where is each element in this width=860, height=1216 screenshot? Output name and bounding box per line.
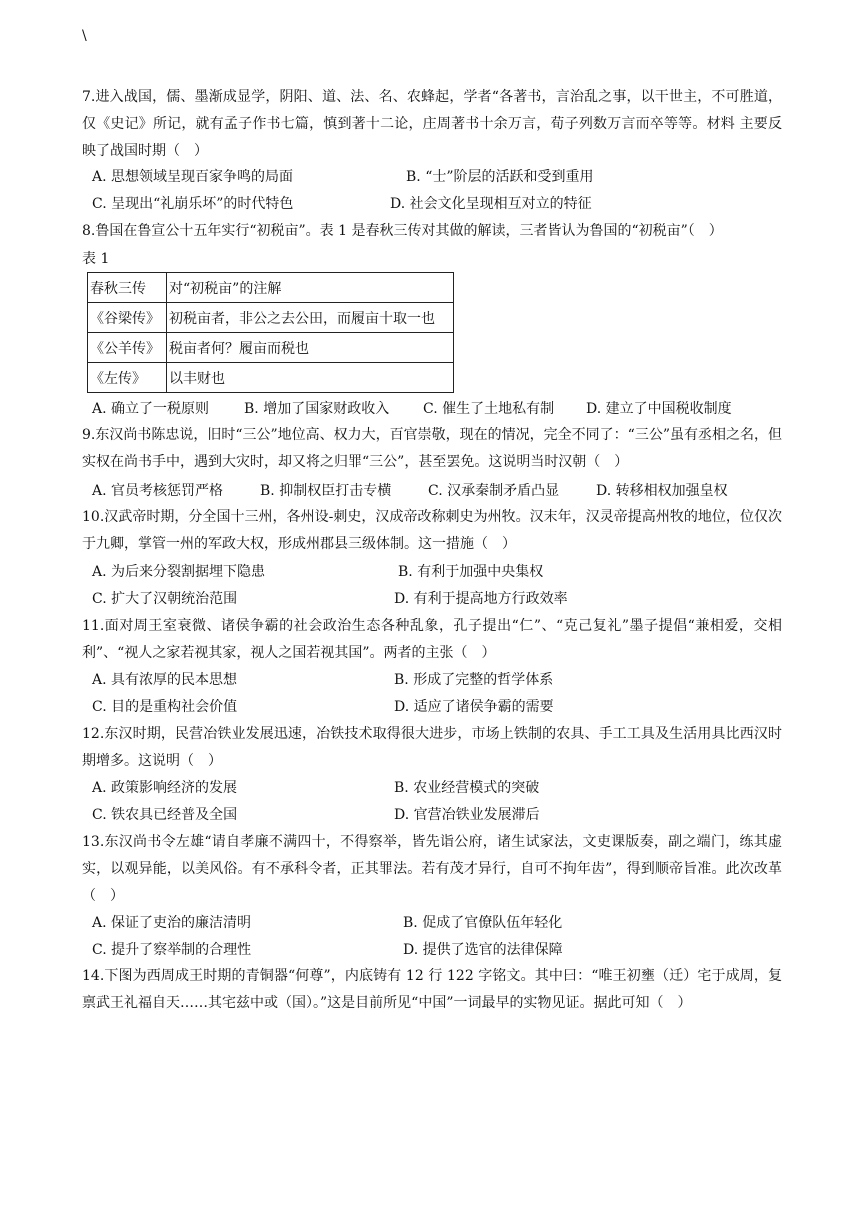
table-cell: 税亩者何？履亩而税也 <box>167 333 454 363</box>
table-cell: 春秋三传 <box>88 273 167 303</box>
q9-option-a[interactable]: A. 官员考核惩罚严格 <box>92 483 224 499</box>
table-cell: 对“初税亩”的注解 <box>167 273 454 303</box>
q7-option-b[interactable]: B. “士”阶层的活跃和受到重用 <box>406 169 594 185</box>
q9-option-d[interactable]: D. 转移相权加强皇权 <box>596 483 728 499</box>
question-9-stem: 9.东汉尚书陈忠说，旧时“三公”地位高、权力大，百官崇敬，现在的情况，完全不同了：“三公”虽有丞相之名，但实权在尚书手中，遇到大灾时，却又将之归罪“三公”，甚至罢免。这说明当时汉朝（ ） <box>82 427 782 470</box>
table-cell: 以丰财也 <box>167 363 454 393</box>
q10-option-b[interactable]: B. 有利于加强中央集权 <box>398 564 544 580</box>
corner-mark: \ <box>82 28 87 44</box>
table-cell: 初税亩者，非公之去公田，而履亩十取一也 <box>167 303 454 333</box>
q10-option-c[interactable]: C. 扩大了汉朝统治范围 <box>92 591 238 607</box>
q12-option-d[interactable]: D. 官营冶铁业发展滞后 <box>394 807 540 823</box>
q11-option-c[interactable]: C. 目的是重构社会价值 <box>92 699 238 715</box>
q12-option-c[interactable]: C. 铁农具已经普及全国 <box>92 807 238 823</box>
q10-option-d[interactable]: D. 有利于提高地方行政效率 <box>394 591 568 607</box>
q12-option-a[interactable]: A. 政策影响经济的发展 <box>92 780 238 796</box>
question-8-stem: 8.鲁国在鲁宣公十五年实行“初税亩”。表 1 是春秋三传对其做的解读，三者皆认为鲁国的“初税亩”（ ） <box>82 223 723 239</box>
q8-option-a[interactable]: A. 确立了一税原则 <box>92 401 210 417</box>
q12-option-b[interactable]: B. 农业经营模式的突破 <box>394 780 540 796</box>
table-row <box>88 363 454 393</box>
q7-option-d[interactable]: D. 社会文化呈现相互对立的特征 <box>390 196 592 212</box>
table-cell: 《左传》 <box>88 363 167 393</box>
question-11-stem: 11.面对周王室衰微、诸侯争霸的社会政治生态各种乱象，孔子提出“仁”、“克己复礼”墨子提倡“兼相爱，交相利”、“视人之家若视其家，视人之国若视其国”。两者的主张（ ） <box>82 618 782 661</box>
q8-option-b[interactable]: B. 增加了国家财政收入 <box>244 401 390 417</box>
q10-option-a[interactable]: A. 为后来分裂割据埋下隐患 <box>92 564 266 580</box>
question-14-stem: 14.下图为西周成王时期的青铜器“何尊”，内底铸有 12 行 122 字铭文。其中曰：“唯王初壅（迁）宅于成周，复禀武王礼福自天……其宅兹中或（国）。”这是目前所见“中国”一词最早的实物见证。据此可知（ ） <box>82 968 782 1011</box>
table-1 <box>87 272 454 393</box>
q13-option-a[interactable]: A. 保证了吏治的廉洁清明 <box>92 915 252 931</box>
table-caption: 表 1 <box>82 251 110 267</box>
q13-option-b[interactable]: B. 促成了官僚队伍年轻化 <box>403 915 563 931</box>
question-13-stem: 13.东汉尚书令左雄“请自孝廉不满四十，不得察举，皆先诣公府，诸生试家法，文吏课版奏，副之端门，练其虚实，以观异能，以美风俗。有不承科令者，正其罪法。若有茂才异行，自可不拘年齿”，得到顺帝旨准。此次改革（ ） <box>82 834 782 904</box>
table-cell: 《公羊传》 <box>88 333 167 363</box>
q8-option-d[interactable]: D. 建立了中国税收制度 <box>586 401 732 417</box>
question-10-stem: 10.汉武帝时期，分全国十三州，各州设-刺史，汉成帝改称刺史为州牧。汉末年，汉灵帝提高州牧的地位，位仅次于九卿，掌管一州的军政大权，形成州郡县三级体制。这一措施（ ） <box>82 509 782 552</box>
question-7-stem: 7.进入战国，儒、墨渐成显学，阴阳、道、法、名、农蜂起，学者“各著书，言治乱之事，以干世主，不可胜道， 仅《史记》所记，就有孟子作书七篇，慎到著十二论，庄周著书十余万言，荀子列数万言而卒等等。材料 主要反映了战国时期（ ） <box>82 89 782 159</box>
q13-option-c[interactable]: C. 提升了察举制的合理性 <box>92 942 252 958</box>
table-row <box>88 303 454 333</box>
q7-option-c[interactable]: C. 呈现出“礼崩乐坏”的时代特色 <box>92 196 294 212</box>
q11-option-a[interactable]: A. 具有浓厚的民本思想 <box>92 672 238 688</box>
q7-option-a[interactable]: A. 思想领域呈现百家争鸣的局面 <box>92 169 294 185</box>
question-12-stem: 12.东汉时期，民营冶铁业发展迅速，冶铁技术取得很大进步，市场上铁制的农具、手工工具及生活用具比西汉时期增多。这说明（ ） <box>82 726 782 769</box>
q11-option-d[interactable]: D. 适应了诸侯争霸的需要 <box>394 699 554 715</box>
q9-option-c[interactable]: C. 汉承秦制矛盾凸显 <box>428 483 560 499</box>
q9-option-b[interactable]: B. 抑制权臣打击专横 <box>260 483 392 499</box>
q11-option-b[interactable]: B. 形成了完整的哲学体系 <box>394 672 554 688</box>
table-row <box>88 273 454 303</box>
q8-option-c[interactable]: C. 催生了土地私有制 <box>423 401 555 417</box>
table-cell: 《谷梁传》 <box>88 303 167 333</box>
q13-option-d[interactable]: D. 提供了选官的法律保障 <box>403 942 563 958</box>
table-row <box>88 333 454 363</box>
